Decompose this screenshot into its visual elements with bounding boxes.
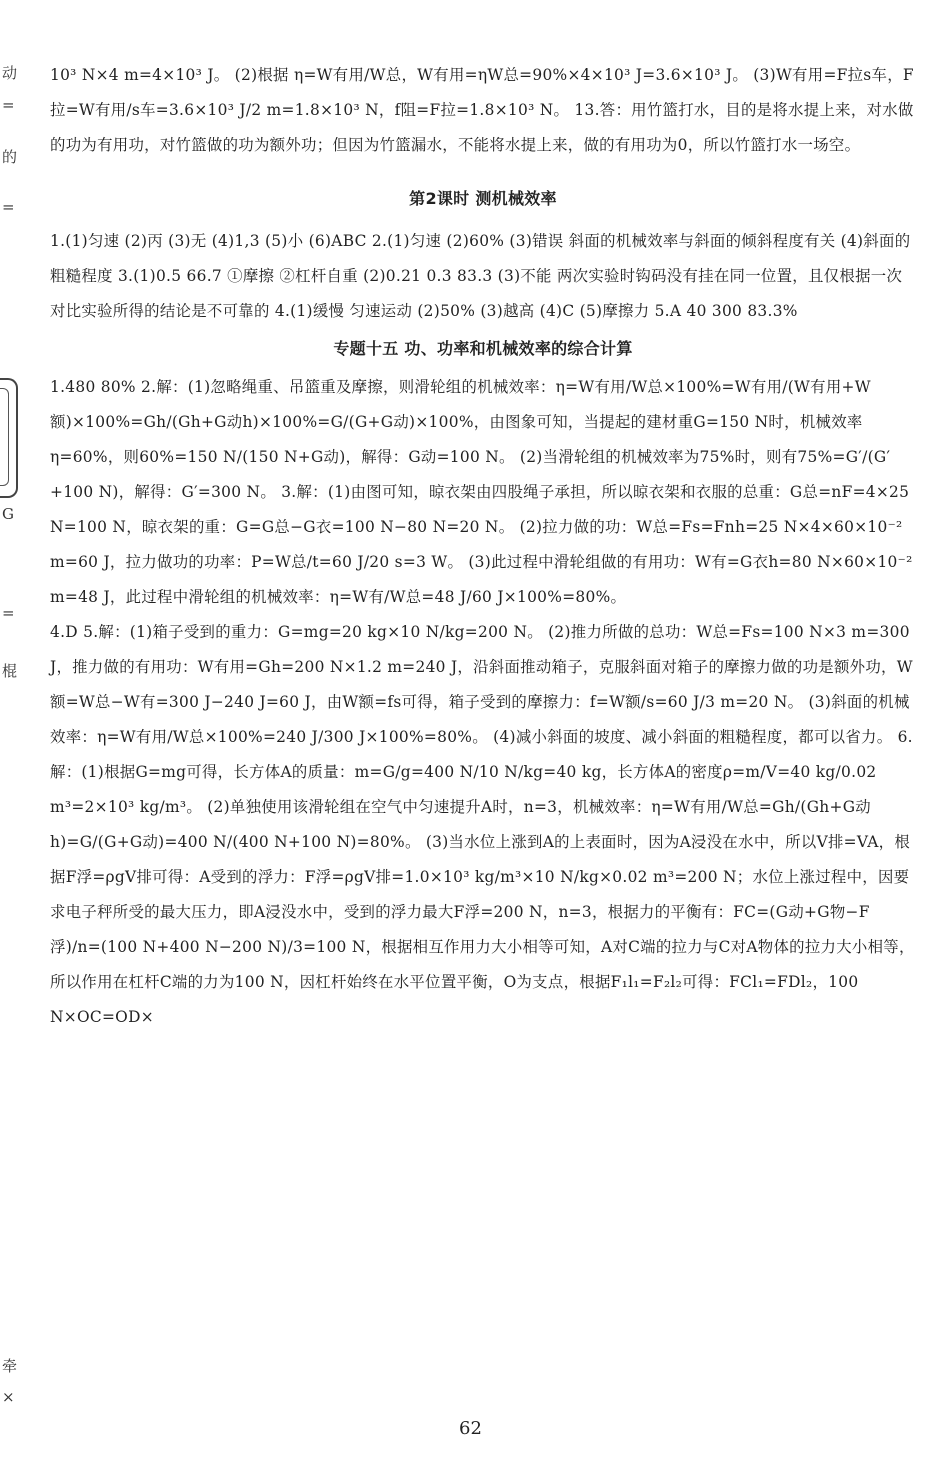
answer-paragraph-2: 1.(1)匀速 (2)丙 (3)无 (4)1,3 (5)小 (6)ABC 2.(1)匀速 (2)60% (3)错误 斜面的机械效率与斜面的倾斜程度有关 (4)斜面的粗糙程度 3.(1)0.5 66.7 ①摩擦 ②杠杆自重 (2)0.21 0.3 83.3 (3)不能 两次实验时钩码没有挂在同一位置，且仅根据一次对比实验所得的结论是不可靠的 4.(1)缓慢 匀速运动 (2)50% (3)越高 (4)C (5)摩擦力 5.A 40 300 83.3% bbox=[50, 232, 911, 320]
page-number: 62 bbox=[459, 1418, 482, 1439]
edge-char: = bbox=[2, 604, 15, 622]
edge-char: G bbox=[2, 505, 14, 523]
section-heading-lesson-2: 第2课时 测机械效率 bbox=[409, 189, 557, 208]
edge-char: 动 bbox=[2, 64, 18, 82]
answer-content bbox=[50, 58, 916, 1035]
binding-ring-inner-mark bbox=[0, 388, 9, 486]
left-margin-fragments bbox=[0, 0, 22, 1464]
answer-paragraph-1: 10³ N×4 m=4×10³ J。 (2)根据 η=W有用/W总，W有用=ηW总=90%×4×10³ J=3.6×10³ J。 (3)W有用=F拉s车，F拉=W有用/s车=3.6×10³ J/2 m=1.8×10³ N，f阻=F拉=1.8×10³ N。 13.答：用竹篮打水，目的是将水提上来，对水做的功为有用功，对竹篮做的功为额外功；但因为竹篮漏水，不能将水提上来，做的有用功为0，所以竹篮打水一场空。 bbox=[50, 66, 914, 154]
edge-char: = bbox=[2, 198, 15, 216]
edge-char: 的 bbox=[2, 148, 18, 166]
edge-char: × bbox=[2, 1388, 15, 1406]
section-heading-topic-15: 专题十五 功、功率和机械效率的综合计算 bbox=[333, 339, 633, 358]
edge-char: 牵 bbox=[2, 1357, 18, 1375]
edge-char: = bbox=[2, 96, 15, 114]
answer-paragraph-3: 1.480 80% 2.解：(1)忽略绳重、吊篮重及摩擦，则滑轮组的机械效率：η=W有用/W总×100%=W有用/(W有用+W额)×100%=Gh/(Gh+G动h)×100%=G/(G+G动)×100%，由图象可知，当提起的建材重G=150 N时，机械效率η=60%，则60%=150 N/(150 N+G动)，解得：G动=100 N。 (2)当滑轮组的机械效率为75%时，则有75%=G′/(G′+100 N)，解得：G′=300 N。 3.解：(1)由图可知，晾衣架由四股绳子承担，所以晾衣架和衣服的总重：G总=nF=4×25 N=100 N，晾衣架的重：G=G总−G衣=100 N−80 N=20 N。 (2)拉力做的功：W总=Fs=Fnh=25 N×4×60×10⁻² m=60 J，拉力做功的功率：P=W总/t=60 J/20 s=3 W。 (3)此过程中滑轮组做的有用功：W有=G衣h=80 N×60×10⁻² m=48 J，此过程中滑轮组的机械效率：η=W有/W总=48 J/60 J×100%=80%。 bbox=[50, 378, 913, 606]
edge-char: 棍 bbox=[2, 662, 18, 680]
answer-paragraph-4: 4.D 5.解：(1)箱子受到的重力：G=mg=20 kg×10 N/kg=200 N。 (2)推力所做的总功：W总=Fs=100 N×3 m=300 J，推力做的有用功：W有用=Gh=200 N×1.2 m=240 J，沿斜面推动箱子，克服斜面对箱子的摩擦力做的功是额外功，W额=W总−W有=300 J−240 J=60 J，由W额=fs可得，箱子受到的摩擦力：f=W额/s=60 J/3 m=20 N。 (3)斜面的机械效率：η=W有用/W总×100%=240 J/300 J×100%=80%。 (4)减小斜面的坡度、减小斜面的粗糙程度，都可以省力。 6.解：(1)根据G=mg可得，长方体A的质量：m=G/g=400 N/10 N/kg=40 kg，长方体A的密度ρ=m/V=40 kg/0.02 m³=2×10³ kg/m³。 (2)单独使用该滑轮组在空气中匀速提升A时，n=3，机械效率：η=W有用/W总=Gh/(Gh+G动h)=G/(G+G动)=400 N/(400 N+100 N)=80%。 (3)当水位上涨到A的上表面时，因为A浸没在水中，所以V排=VA，根据F浮=ρgV排可得：A受到的浮力：F浮=ρgV排=1.0×10³ kg/m³×10 N/kg×0.02 m³=200 N；水位上涨过程中，因要求电子秤所受的最大压力，即A浸没水中，受到的浮力最大F浮=200 N，n=3，根据力的平衡有：FC=(G动+G物−F浮)/n=(100 N+400 N−200 N)/3=100 N，根据相互作用力大小相等可知，A对C端的拉力与C对A物体的拉力大小相等，所以作用在杠杆C端的力为100 N，因杠杆始终在水平位置平衡，O为支点，根据F₁l₁=F₂l₂可得：FCl₁=FDl₂，100 N×OC=OD× bbox=[50, 623, 915, 1026]
